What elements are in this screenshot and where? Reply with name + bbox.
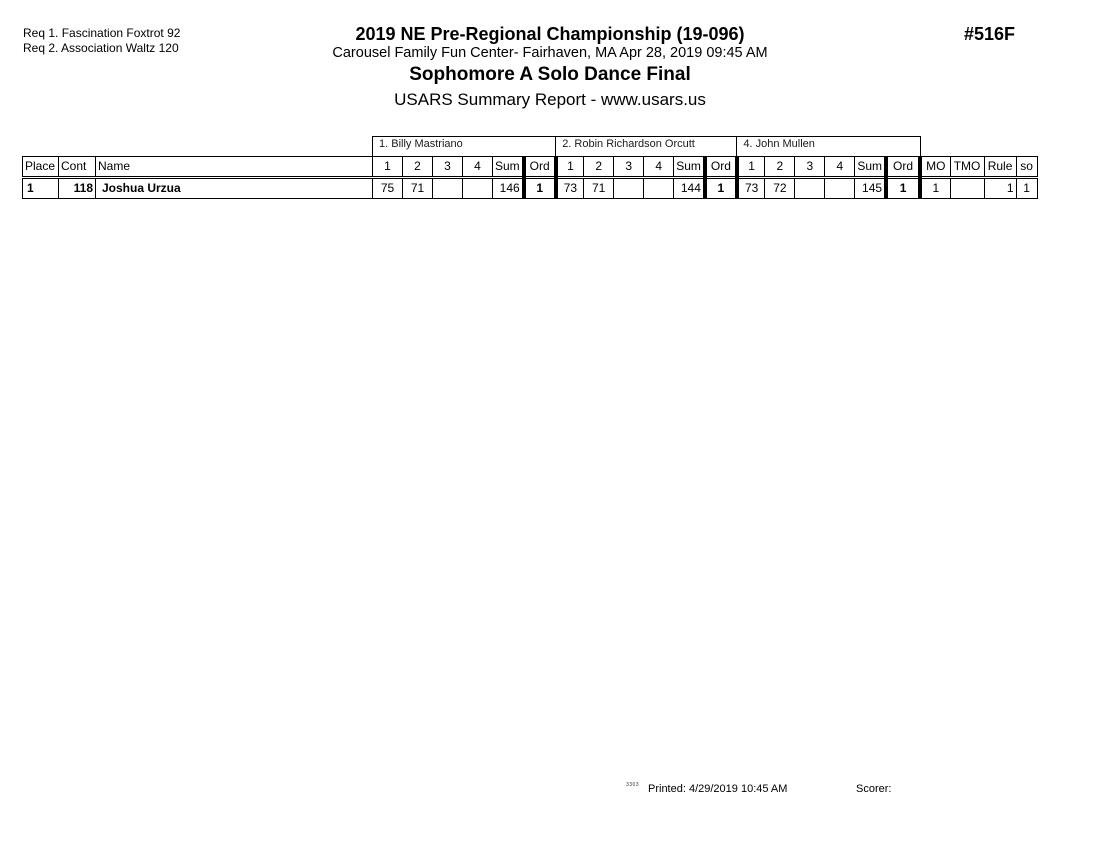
report-subtitle: USARS Summary Report - www.usars.us xyxy=(394,90,706,109)
so-cell: 1 xyxy=(1016,178,1037,199)
col-rule: Rule xyxy=(984,157,1016,178)
table-row xyxy=(23,178,1038,199)
col-so: so xyxy=(1016,157,1037,178)
scorer-label: Scorer: xyxy=(856,783,892,795)
j2-sum-cell: 144 xyxy=(674,178,705,199)
col-mo: MO xyxy=(920,157,950,178)
j1-s2-cell: 71 xyxy=(403,178,433,199)
j2-s4-cell xyxy=(644,178,674,199)
requirement-1: Req 1. Fascination Foxtrot 92 xyxy=(23,26,181,40)
col-j1-sum: Sum xyxy=(493,157,524,178)
judge-3-name: 4. John Mullen xyxy=(737,137,920,157)
j1-sum-cell: 146 xyxy=(493,178,524,199)
col-j1-s1: 1 xyxy=(373,157,403,178)
col-j2-s4: 4 xyxy=(644,157,674,178)
col-j2-s1: 1 xyxy=(556,157,584,178)
tmo-cell xyxy=(950,178,984,199)
event-number: #516F xyxy=(964,24,1016,44)
footer-code: 3303 xyxy=(626,782,640,788)
col-j1-s2: 2 xyxy=(403,157,433,178)
col-j3-s3: 3 xyxy=(795,157,825,178)
name-cell: Joshua Urzua xyxy=(96,178,373,199)
j2-s2-cell: 71 xyxy=(584,178,614,199)
j3-sum-cell: 145 xyxy=(855,178,886,199)
col-j3-s1: 1 xyxy=(737,157,765,178)
col-j3-s2: 2 xyxy=(765,157,795,178)
competition-title: 2019 NE Pre-Regional Championship (19-096) xyxy=(355,24,745,44)
requirement-2: Req 2. Association Waltz 120 xyxy=(23,41,179,55)
judge-2-name: 2. Robin Richardson Orcutt xyxy=(556,137,737,157)
col-j2-s3: 3 xyxy=(614,157,644,178)
j1-s4-cell xyxy=(463,178,493,199)
col-j1-s4: 4 xyxy=(463,157,493,178)
col-j1-ord: Ord xyxy=(524,157,556,178)
venue-datetime: Carousel Family Fun Center- Fairhaven, MA Apr 28, 2019 09:45 AM xyxy=(332,45,768,61)
judge-1-name: 1. Billy Mastriano xyxy=(373,137,556,157)
cont-cell: 118 xyxy=(59,178,96,199)
j1-s1-cell: 75 xyxy=(373,178,403,199)
col-j2-sum: Sum xyxy=(674,157,705,178)
event-title: Sophomore A Solo Dance Final xyxy=(409,64,691,85)
place-cell: 1 xyxy=(23,178,59,199)
col-name: Name xyxy=(96,157,373,178)
j3-s1-cell: 73 xyxy=(737,178,765,199)
col-j3-sum: Sum xyxy=(855,157,886,178)
col-tmo: TMO xyxy=(950,157,984,178)
col-place: Place xyxy=(23,157,59,178)
judge-header-row xyxy=(23,137,1038,157)
rule-cell: 1 xyxy=(984,178,1016,199)
j3-ord-cell: 1 xyxy=(886,178,920,199)
col-j3-ord: Ord xyxy=(886,157,920,178)
j3-s4-cell xyxy=(825,178,855,199)
col-j1-s3: 3 xyxy=(433,157,463,178)
col-j2-ord: Ord xyxy=(705,157,737,178)
summary-table xyxy=(22,136,1038,199)
j3-s3-cell xyxy=(795,178,825,199)
j1-s3-cell xyxy=(433,178,463,199)
j1-ord-cell: 1 xyxy=(524,178,556,199)
col-cont: Cont xyxy=(59,157,96,178)
j2-ord-cell: 1 xyxy=(705,178,737,199)
col-j2-s2: 2 xyxy=(584,157,614,178)
col-j3-s4: 4 xyxy=(825,157,855,178)
printed-timestamp: Printed: 4/29/2019 10:45 AM xyxy=(648,783,788,795)
j3-s2-cell: 72 xyxy=(765,178,795,199)
j2-s3-cell xyxy=(614,178,644,199)
column-header-row xyxy=(23,157,1038,178)
j2-s1-cell: 73 xyxy=(556,178,584,199)
mo-cell: 1 xyxy=(920,178,950,199)
